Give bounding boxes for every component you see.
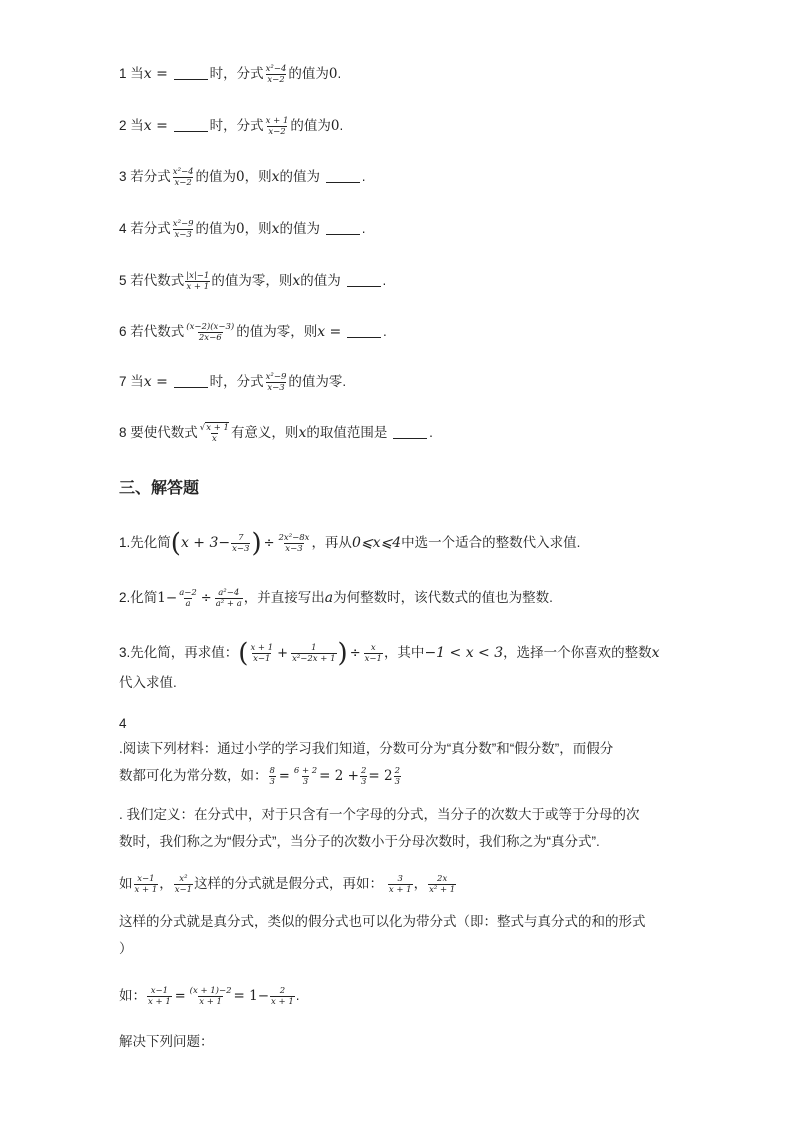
- left-paren: (: [238, 638, 249, 669]
- reading-intro-line-2: [119, 766, 402, 787]
- math-text: x: [271, 221, 280, 238]
- math-text: x: [298, 425, 307, 442]
- fraction: [293, 766, 318, 787]
- denominator: x + 1: [388, 885, 412, 895]
- text: 的取值范围是: [306, 425, 388, 441]
- denominator: 3: [302, 777, 309, 787]
- denominator: x + 1: [271, 997, 294, 1007]
- denominator: x² + 1: [429, 885, 456, 895]
- text: 时，分式: [209, 66, 264, 82]
- solve-problem-3-line-2: 代入求值.: [119, 675, 177, 690]
- text: .: [383, 324, 387, 340]
- math-text: x =: [143, 374, 168, 391]
- operator: ÷: [200, 591, 212, 607]
- question-number: 8: [119, 425, 127, 441]
- text: .: [337, 66, 342, 82]
- numerator: x²−4: [172, 167, 194, 177]
- numerator: (x + 1)−2: [189, 986, 232, 996]
- numerator: (x−2)(x−3): [186, 322, 235, 332]
- numerator: 2x²−8x: [278, 533, 310, 543]
- text: 的值为: [195, 221, 237, 237]
- fraction: [185, 322, 235, 343]
- denominator: x + 1: [134, 885, 158, 895]
- right-paren: ): [251, 528, 262, 559]
- denominator: 3: [394, 777, 401, 787]
- numerator: 7: [238, 533, 244, 543]
- fraction: [231, 533, 250, 554]
- text: ，: [159, 876, 173, 892]
- math-text: x: [271, 169, 280, 186]
- answer-blank: [174, 65, 208, 80]
- math-text: −1 < x < 3: [424, 645, 504, 662]
- fraction: [265, 116, 290, 137]
- operator: ÷: [349, 646, 361, 662]
- fill-question-2: [119, 116, 343, 137]
- question-number: 1: [119, 535, 127, 551]
- denominator: x−1: [364, 654, 382, 664]
- numerator: x²−9: [265, 372, 287, 382]
- numerator: 6 + 2: [293, 766, 318, 776]
- numerator: 3: [397, 874, 403, 884]
- fraction: [394, 766, 401, 787]
- denominator: x−3: [174, 230, 192, 240]
- denominator: 3: [269, 777, 275, 787]
- fraction: [215, 588, 243, 609]
- question-number: 3: [119, 169, 127, 185]
- text: 的值为零，则: [211, 273, 293, 289]
- question-number: 7: [119, 374, 127, 390]
- fraction: [428, 874, 456, 895]
- math-text: x + 3−: [180, 535, 231, 552]
- text: 如: [119, 876, 133, 892]
- numerator: 2: [394, 766, 401, 776]
- math-text: 0⩽x⩽4: [351, 535, 402, 552]
- fraction: [172, 167, 195, 188]
- fraction: [172, 219, 195, 240]
- numerator: |x|−1: [186, 271, 210, 281]
- text: .: [429, 425, 433, 441]
- text: 若分式: [130, 169, 171, 185]
- operator: +: [277, 646, 289, 662]
- question-number: 5: [119, 273, 127, 289]
- fraction: [388, 874, 413, 895]
- text: .: [339, 118, 344, 134]
- denominator: x−2: [268, 127, 286, 137]
- proper-fraction-text: 这样的分式就是真分式，类似的假分式也可以化为带分式（即：整式与真分式的和的形式: [119, 914, 646, 929]
- operator: =: [278, 769, 290, 785]
- text: .: [295, 988, 300, 1004]
- question-number: 4: [119, 221, 127, 237]
- fraction: [364, 643, 383, 664]
- text: 时，分式: [209, 374, 264, 390]
- solve-problem-2: [119, 588, 553, 609]
- question-number: 2: [119, 118, 127, 134]
- math-text: 0: [236, 221, 245, 238]
- text: ，: [413, 876, 428, 892]
- text: 当: [130, 118, 144, 134]
- numerator: a−2: [179, 588, 197, 598]
- operator: =: [174, 989, 186, 1005]
- text: 数都可化为常分数，如：: [119, 768, 268, 784]
- text: 的值为: [195, 169, 237, 185]
- text: ，并直接写出: [243, 590, 325, 606]
- fraction: [178, 588, 198, 609]
- operator: ÷: [263, 536, 275, 552]
- fill-question-5: [119, 271, 386, 292]
- numerator: x: [370, 643, 376, 653]
- math-text: x =: [143, 66, 168, 83]
- text: ，再从: [311, 535, 352, 551]
- fraction: [134, 874, 159, 895]
- question-number: 4: [119, 716, 127, 731]
- text: 的值为零: [288, 374, 343, 390]
- denominator: x−2: [174, 178, 192, 188]
- fraction: [291, 643, 336, 664]
- reading-intro: .阅读下列材料：通过小学的学习我们知道，分数可分为“真分数”和“假分数”，而假分: [119, 741, 614, 756]
- fraction: [249, 643, 274, 664]
- solve-problem-1: [119, 528, 581, 559]
- fraction: [189, 986, 233, 1007]
- denominator: x: [211, 434, 217, 444]
- text: 的值为零，则: [236, 324, 318, 340]
- text: 的值为: [300, 273, 341, 289]
- math-text: x: [292, 273, 301, 290]
- answer-blank: [174, 373, 208, 388]
- numerator: x−1: [137, 874, 155, 884]
- text: .: [382, 273, 387, 289]
- denominator: x−1: [174, 885, 193, 895]
- sqrt-radicand: x + 1: [206, 423, 229, 433]
- numerator: 1: [311, 643, 317, 653]
- denominator: 3: [360, 777, 367, 787]
- answer-blank: [347, 272, 381, 287]
- text: 要使代数式: [130, 425, 198, 441]
- math-text: 0: [236, 169, 245, 186]
- denominator: x−3: [232, 544, 250, 554]
- answer-blank: [326, 220, 360, 235]
- text: .化简: [126, 590, 158, 606]
- denominator: x−3: [285, 544, 303, 554]
- fill-question-3: [119, 167, 366, 188]
- denominator: x + 1: [199, 997, 222, 1007]
- denominator: x−3: [267, 383, 285, 393]
- denominator: a² + a: [215, 599, 242, 609]
- math-text: x: [651, 645, 660, 662]
- fill-question-8: [119, 423, 433, 444]
- denominator: 2x−6: [198, 333, 222, 343]
- fraction: [199, 423, 230, 444]
- answer-blank: [174, 117, 208, 132]
- answer-blank: [347, 323, 381, 338]
- fraction: [265, 64, 288, 85]
- math-text: 0: [328, 66, 338, 83]
- fraction: [147, 986, 172, 1007]
- denominator: x²−2x + 1: [292, 654, 336, 664]
- text: 为何整数时，该代数式的值也为整数.: [333, 590, 553, 606]
- text: 时，分式: [209, 118, 264, 134]
- fraction: [265, 372, 288, 393]
- right-paren: ): [337, 638, 348, 669]
- solve-following: 解决下列问题：: [119, 1034, 214, 1049]
- denominator: x + 1: [148, 997, 171, 1007]
- text: 的值为: [279, 221, 321, 237]
- text: .: [361, 169, 366, 185]
- answer-blank: [393, 424, 427, 439]
- mixed-example: [119, 986, 300, 1007]
- fraction: [185, 271, 210, 292]
- numerator: x−1: [150, 986, 169, 996]
- fill-question-6: [119, 322, 387, 343]
- text: 若代数式: [130, 324, 185, 340]
- text: .先化简: [126, 535, 171, 551]
- question-number: 2: [119, 590, 127, 606]
- solve-problem-3: [119, 638, 660, 669]
- numerator: a²−4: [218, 588, 240, 598]
- math-text: 1−: [157, 590, 178, 607]
- fill-question-1: [119, 64, 341, 85]
- text: ，其中: [383, 645, 425, 661]
- numerator: 2: [279, 986, 286, 996]
- definition-line-2: 数时，我们称之为“假分式”，当分子的次数小于分母次数时，我们称之为“真分式”.: [119, 834, 600, 849]
- text: .: [361, 221, 366, 237]
- fill-question-4: [119, 219, 366, 240]
- text: 的值为: [279, 169, 321, 185]
- math-text: = 2: [368, 768, 393, 785]
- numerator: x²−4: [265, 64, 287, 74]
- text: ，则: [244, 169, 272, 185]
- numerator: 2: [360, 766, 367, 776]
- denominator: x−1: [253, 654, 271, 664]
- math-text: = 2 +: [319, 768, 359, 785]
- denominator: x−2: [267, 75, 285, 85]
- text: .: [342, 374, 347, 390]
- numerator: x²: [179, 874, 188, 884]
- text: .先化简，再求值：: [126, 645, 239, 661]
- text: 若分式: [130, 221, 171, 237]
- math-text: x =: [317, 324, 342, 341]
- numerator: 8: [269, 766, 275, 776]
- text: ，则: [244, 221, 272, 237]
- definition-line-1: . 我们定义：在分式中，对于只含有一个字母的分式，当分子的次数大于或等于分母的次: [119, 807, 640, 822]
- numerator: √x + 1: [199, 423, 229, 433]
- left-paren: (: [170, 528, 181, 559]
- numerator: x + 1: [265, 116, 289, 126]
- numerator: 2x: [437, 874, 448, 884]
- math-text: a: [324, 590, 334, 607]
- improper-examples: [119, 874, 457, 895]
- text: 当: [130, 66, 144, 82]
- text: 中选一个适合的整数代入求值.: [401, 535, 581, 551]
- numerator: x²−9: [172, 219, 194, 229]
- text: 这样的分式就是假分式，再如：: [194, 876, 384, 892]
- question-number: 6: [119, 324, 127, 340]
- text: 的值为: [288, 66, 329, 82]
- text: 如：: [119, 988, 146, 1004]
- text: ，选择一个你喜欢的整数: [503, 645, 652, 661]
- question-number: 1: [119, 66, 127, 82]
- fraction: [270, 986, 295, 1007]
- proper-fraction-text-end: ）: [119, 941, 133, 956]
- text: 有意义，则: [230, 425, 299, 441]
- text: 当: [130, 374, 144, 390]
- math-text: 0: [330, 118, 340, 135]
- text: 的值为: [290, 118, 331, 134]
- fraction: [360, 766, 367, 787]
- math-text: = 1−: [233, 988, 270, 1005]
- section-heading: 三、解答题: [119, 480, 200, 497]
- text: 若代数式: [130, 273, 185, 289]
- denominator: a: [185, 599, 191, 609]
- fill-question-7: [119, 372, 346, 393]
- fraction: [278, 533, 311, 554]
- question-number: 3: [119, 645, 127, 661]
- math-text: x =: [143, 118, 168, 135]
- denominator: x + 1: [186, 282, 210, 292]
- numerator: x + 1: [250, 643, 274, 653]
- answer-blank: [326, 168, 360, 183]
- fraction: [174, 874, 193, 895]
- fraction: [269, 766, 276, 787]
